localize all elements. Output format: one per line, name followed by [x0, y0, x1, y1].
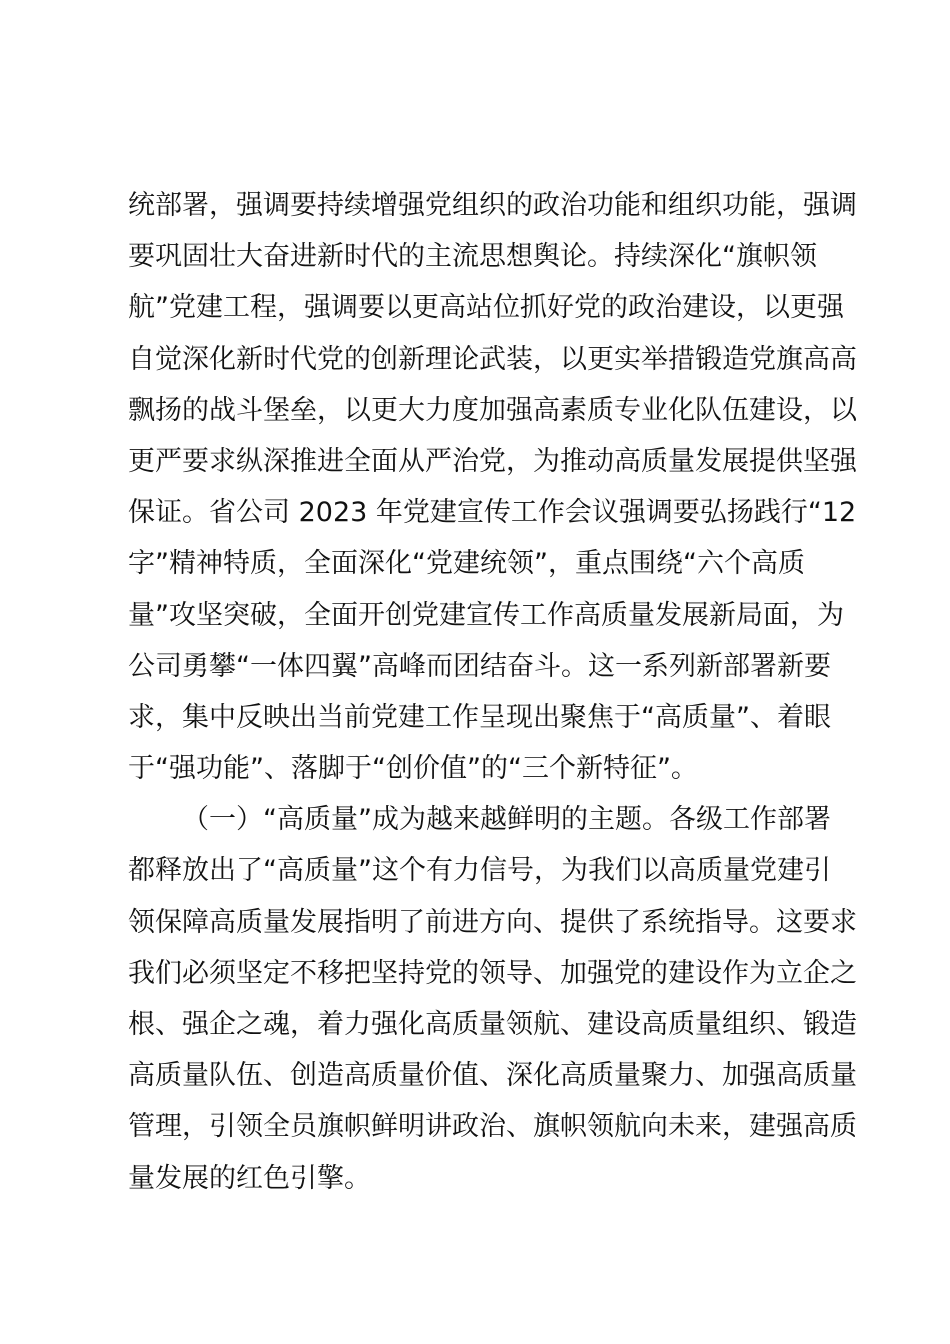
text-line: 自觉深化新时代党的创新理论武装，以更实举措锻造党旗高高 — [128, 343, 857, 375]
section-heading-line: （一）“高质量”成为越来越鲜明的主题。各级工作部署 — [182, 804, 831, 836]
text-line: 高质量队伍、创造高质量价值、深化高质量聚力、加强高质量 — [128, 1060, 857, 1092]
text-line: 字”精神特质，全面深化“党建统领”，重点围绕“六个高质 — [128, 548, 805, 580]
text-line: 公司勇攀“一体四翼”高峰而团结奋斗。这一系列新部署新要 — [128, 650, 831, 682]
paragraph-2 — [128, 794, 857, 1204]
text-line: 根、强企之魂，着力强化高质量领航、建设高质量组织、锻造 — [128, 1009, 857, 1040]
text-line: 领保障高质量发展指明了前进方向、提供了系统指导。这要求 — [128, 906, 857, 938]
paragraph-1 — [128, 180, 857, 794]
text-line: 于“强功能”、落脚于“创价值”的“三个新特征”。 — [128, 753, 698, 785]
text-line: 量发展的红色引擎。 — [128, 1162, 371, 1194]
text-line: 要巩固壮大奋进新时代的主流思想舆论。持续深化“旗帜领 — [128, 241, 817, 273]
text-line: 量”攻坚突破，全面开创党建宣传工作高质量发展新局面，为 — [128, 599, 844, 631]
text-line: 更严要求纵深推进全面从严治党，为推动高质量发展提供坚强 — [128, 445, 857, 477]
text-line: 我们必须坚定不移把坚持党的领导、加强党的建设作为立企之 — [128, 957, 857, 989]
text-line: 统部署，强调要持续增强党组织的政治功能和组织功能，强调 — [128, 190, 857, 221]
text-line: 航”党建工程，强调要以更高站位抓好党的政治建设，以更强 — [128, 292, 844, 324]
text-line: 都释放出了“高质量”这个有力信号，为我们以高质量党建引 — [128, 855, 831, 887]
text-line: 飘扬的战斗堡垒，以更大力度加强高素质专业化队伍建设，以 — [128, 394, 857, 426]
text-line: 管理，引领全员旗帜鲜明讲政治、旗帜领航向未来，建强高质 — [128, 1111, 857, 1143]
text-line: 保证。省公司 2023 年党建宣传工作会议强调要弘扬践行“12 — [128, 497, 857, 529]
document-body — [128, 180, 857, 1204]
text-line: 求，集中反映出当前党建工作呈现出聚焦于“高质量”、着眼 — [128, 701, 831, 733]
